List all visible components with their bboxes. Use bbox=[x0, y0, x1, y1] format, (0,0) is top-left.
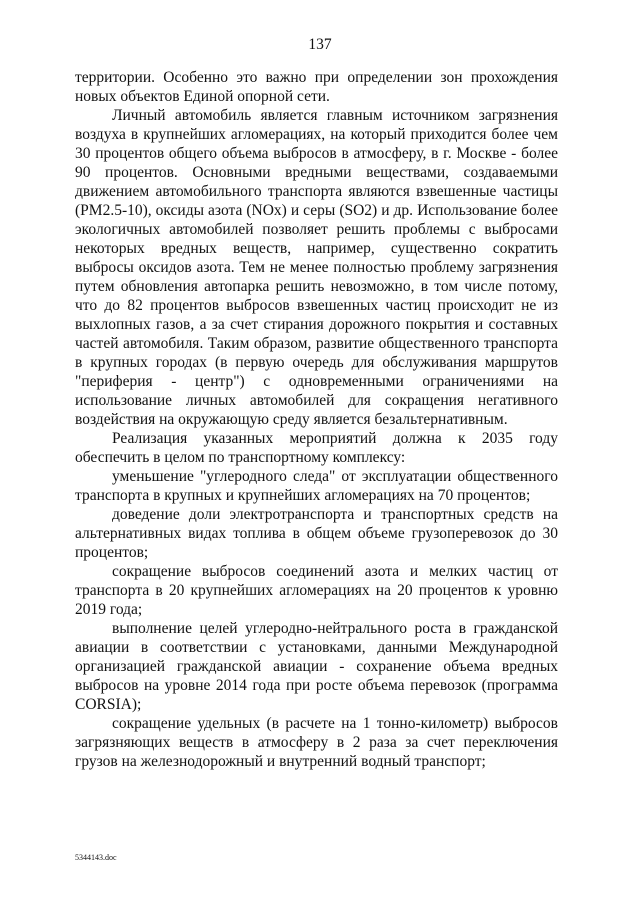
list-item-specific-emissions: сокращение удельных (в расчете на 1 тонно-километр) выбросов загрязняющих веществ в атмосферу в 2 раза за счет переключения грузов на железнодорожный и внутренний водный транспорт; bbox=[75, 715, 558, 770]
body-text bbox=[75, 68, 558, 771]
paragraph-private-cars: Личный автомобиль является главным источником загрязнения воздуха в крупнейших агломерациях, на который приходится более чем 30 процентов общего объема выбросов в атмосферу, в г. Москве - более 90 процентов. Основными вредными веществами, создаваемыми движением автомобильного транспорта являются взвешенные частицы (PM2.5-10), оксиды азота (NOx) и серы (SO2) и др. Использование более экологичных автомобилей позволяет решить проблемы с выбросами некоторых вредных веществ, например, существенно сократить выбросы оксидов азота. Тем не менее полностью проблему загрязнения путем обновления автопарка решить невозможно, в том числе потому, что до 82 процентов выбросов взвешенных частиц происходит не из выхлопных газов, а за счет стирания дорожного покрытия и составных частей автомобиля. Таким образом, развитие общественного транспорта в крупных городах (в первую очередь для обслуживания маршрутов "периферия - центр") с одновременными ограничениями на использование личных автомобилей для сокращения негативного воздействия на окружающую среду является безальтернативным. bbox=[75, 107, 558, 428]
list-item-nitrogen-emissions: сокращение выбросов соединений азота и мелких частиц от транспорта в 20 крупнейших агломерациях на 20 процентов к уровню 2019 года; bbox=[75, 563, 558, 618]
document-id: 5344143.doc bbox=[75, 853, 117, 862]
paragraph-implementation: Реализация указанных мероприятий должна к 2035 году обеспечить в целом по транспортному комплексу: bbox=[75, 430, 558, 466]
paragraph-continuation: территории. Особенно это важно при определении зон прохождения новых объектов Единой опорной сети. bbox=[75, 69, 558, 105]
list-item-carbon-footprint: уменьшение "углеродного следа" от эксплуатации общественного транспорта в крупных и крупнейших агломерациях на 70 процентов; bbox=[75, 468, 558, 504]
page-number: 137 bbox=[308, 36, 332, 53]
list-item-aviation: выполнение целей углеродно-нейтрального роста в гражданской авиации в соответствии с установками, данными Международной организацией гражданской авиации - сохранение объема вредных выбросов на уровне 2014 года при росте объема перевозок (программа CORSIA); bbox=[75, 620, 558, 713]
list-item-electric-transport: доведение доли электротранспорта и транспортных средств на альтернативных видах топлива в общем объеме грузоперевозок до 30 процентов; bbox=[75, 506, 558, 561]
